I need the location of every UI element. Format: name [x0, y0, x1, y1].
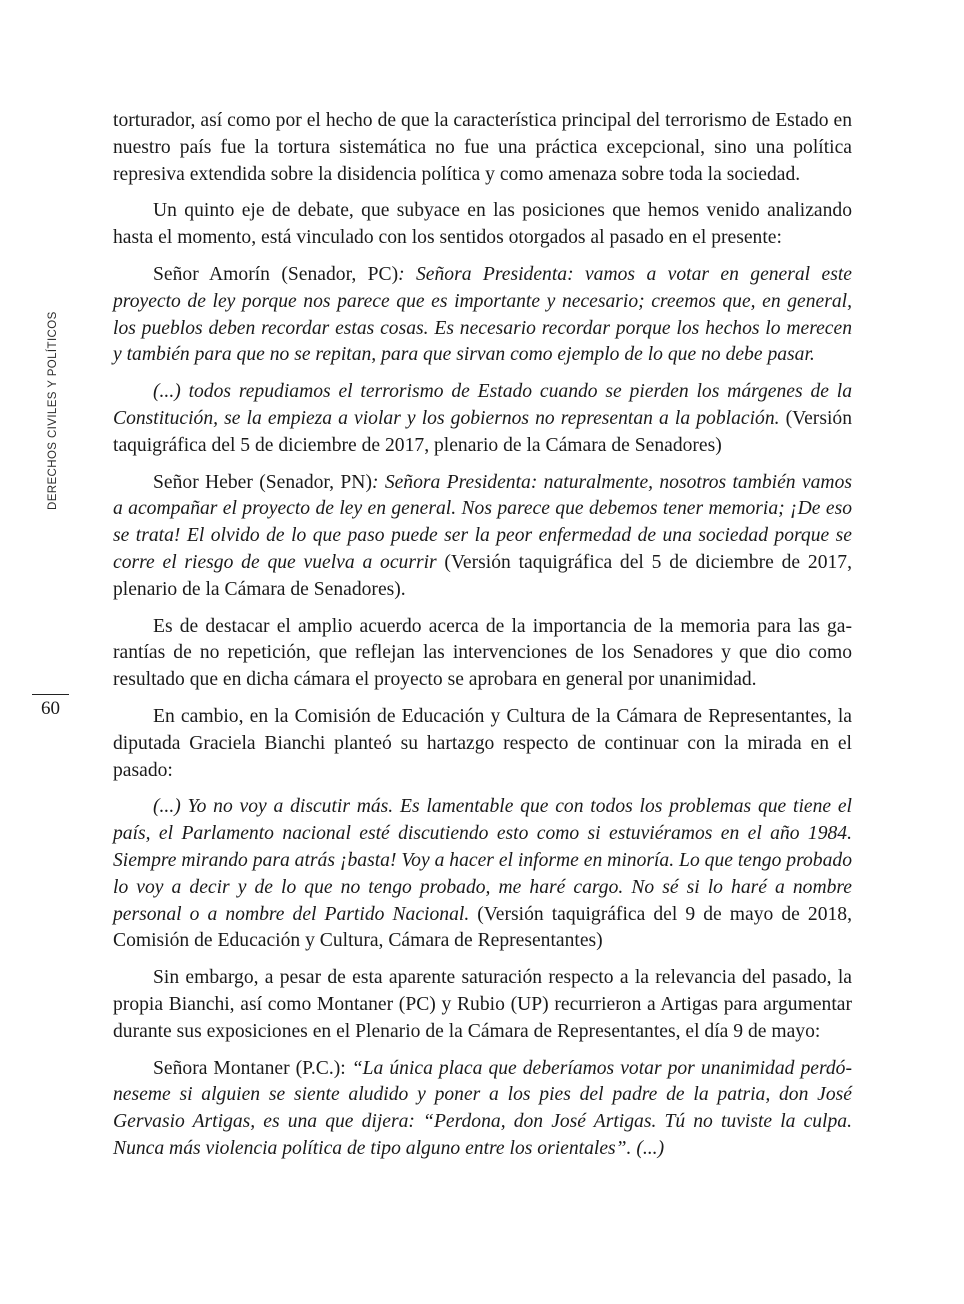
paragraph: [113, 614, 852, 694]
text-run: torturador, así como por el hecho de que la característica principal del terrorismo de Estado en nuestro país fue la tortura sistemática no fue una práctica excepcional, sino una política represiva extendida sobre la disidencia política y como amenaza sobre toda la sociedad.: [113, 110, 852, 185]
text-run: Sin embargo, a pesar de esta aparente saturación respecto a la relevancia del pasado, la propia Bianchi, así como Montaner (PC) y Rubio (UP) recurrieron a Artigas para argumentar durante sus exposiciones en el Plenario de la Cámara de Representantes, el día 9 de mayo:: [113, 967, 852, 1042]
paragraph: [113, 965, 852, 1045]
page-number-rule: [32, 694, 69, 695]
quote-paragraph: [113, 1056, 852, 1163]
quote-text: (...) Yo no voy a discutir más. Es lamentable que con todos los problemas que tiene el país, el Parlamento nacional esté discutiendo esto como si estuviéramos en el año 1984. Siempre mirando para atrás ¡basta! Voy a hacer el informe en minoría. Lo que tengo probado lo voy a decir y de lo que no tengo probado, me haré cargo. No sé si lo haré a nombre personal o a nombre del Partido Nacional.: [113, 796, 852, 925]
quote-paragraph: [113, 794, 852, 955]
citation: (Versión taquigráfica del 5 de diciembre de 2017, plenario de la Cámara de Senadores).: [113, 551, 852, 600]
speaker-label: Señor Heber (Senador, PN): [153, 471, 372, 493]
quote-text: (...) todos repudiamos el terrorismo de Estado cuando se pierden los márgenes de la Constitución, se la empieza a violar y los gobiernos no representan a la población.: [113, 381, 852, 429]
text-run: En cambio, en la Comisión de Educación y Cultura de la Cámara de Representantes, la diputada Graciela Bianchi planteó su hartazgo respecto de continuar con la mirada en el pasado:: [113, 705, 852, 781]
body-text: [113, 108, 852, 1173]
quote-paragraph: [113, 262, 852, 369]
speaker-label: Señora Montaner (P.C.):: [153, 1057, 352, 1079]
citation: (Versión taquigráfica del 5 de diciembre de 2017, plenario de la Cámara de Senadores): [113, 407, 852, 456]
text-run: Un quinto eje de debate, que subyace en las posiciones que hemos venido analizando hasta el momento, está vinculado con los sentidos otorgados al pasado en el presente:: [113, 200, 852, 249]
text-run: Es de destacar el amplio acuerdo acerca de la importancia de la memoria para las garantías de no repetición, que reflejan las intervenciones de los Senadores y que dio como resultado que en dicha cámara el proyecto se aprobara en general por unanimidad.: [113, 615, 852, 691]
quote-paragraph: [113, 379, 852, 459]
paragraph: [113, 704, 852, 784]
page-number: 60: [41, 698, 60, 719]
quote-paragraph: [113, 470, 852, 604]
quote-text: : Señora Presidenta: naturalmente, nosotros también vamos a acompañar el proyecto de ley en general. Nos parece que debemos tener memoria; ¡De eso se trata! El olvido de lo que paso puede ser la peor enfermedad de una sociedad porque se corre el riesgo de que vuelva a ocurrir: [113, 471, 852, 573]
running-header-text: DERECHOS CIVILES Y POLÍTICOS: [47, 311, 59, 510]
paragraph: [113, 198, 852, 252]
speaker-label: Señor Amorín (Senador, PC): [153, 263, 399, 285]
quote-text: : Señora Presidenta: vamos a votar en general este proyecto de ley porque nos parece que es importante y necesario; creemos que, en general, los pueblos deben recordar estas cosas. Es necesario recordar porque los hechos lo merecen y también para que no se repitan, para que sirvan como ejemplo de lo que no debe pasar.: [113, 263, 852, 366]
paragraph: [113, 108, 852, 188]
quote-text: “La única placa que deberíamos votar por unanimidad perdóneseme si alguien se siente aludido y poner a los pies del padre de la patria, don José Gervasio Artigas, es una que dijera: “Perdona, don José Artigas. Tú no tuviste la culpa. Nunca más violencia política de tipo alguno entre los orientales”. (...): [113, 1057, 852, 1159]
citation: (Versión taquigráfica del 9 de mayo de 2018, Comisión de Educación y Cultura, Cámara de Representantes): [113, 903, 852, 952]
